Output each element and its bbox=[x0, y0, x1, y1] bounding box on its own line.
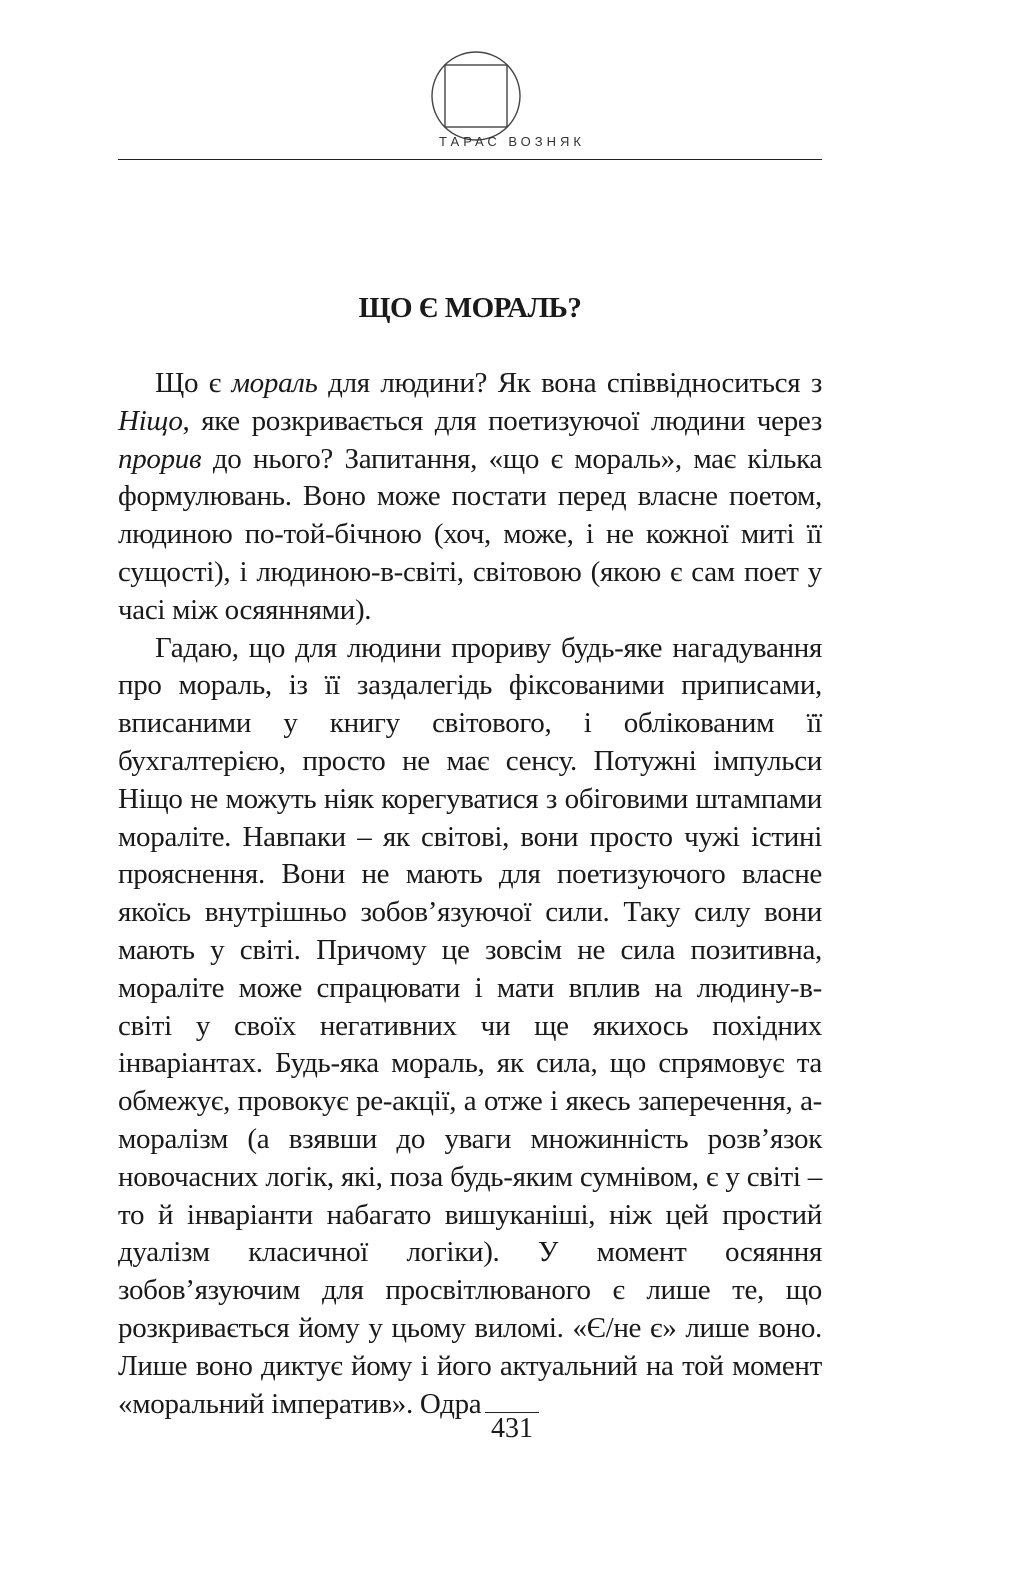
body-text bbox=[118, 365, 822, 1423]
text-run: , яке розкривається для поетизуючої людини через bbox=[182, 404, 822, 437]
chapter-title: ЩО Є МОРАЛЬ? bbox=[358, 292, 582, 324]
text-run: до нього? Запитання, «що є мораль», має кілька формулювань. Воно може постати перед власне поетом, людиною по-той-бічною (хоч, може, і не кожної миті її сущості), і людиною-в-світі, світовою (якою є сам поет у часі між осяяннями). bbox=[118, 442, 822, 626]
text-run: для людини? Як вона співвідноситься з bbox=[317, 367, 822, 399]
italic-term: прорив bbox=[118, 442, 202, 475]
italic-term: Ніщо bbox=[118, 404, 183, 437]
running-head: ТАРАС ВОЗНЯК bbox=[439, 134, 585, 149]
paragraph-1 bbox=[118, 365, 822, 630]
text-run: Гадаю, що для людини прориву будь-яке нагадування про мораль, із її заздалегідь фіксованими приписами, вписаними у книгу світового, і облікованим її бухгалтерією, просто не має сенсу. Потужні імпульси Ніщо не можуть ніяк корегуватися з обіговими штампами моралітe. Навпаки – як світові, вони просто чужі істині прояснення. Вони не мають для поетизуючого власне якоїсь внутрішньо зобов’язуючої сили. Таку силу вони мають у світі. Причому це зовсім не сила позитивна, моралітe може спрацювати і мати вплив на людину-в-світі у своїх негативних чи ще якихось похідних інваріантах. Будь-яка мораль, як сила, що спрямовує та обмежує, провокує ре-акції, а отже і якесь заперечення, а-моралізм (а взявши до уваги множинність розв’язок новочасних логік, які, поза будь-яким сумнівом, є у світі – то й інваріанти набагато вишуканіші, ніж цей простий дуалізм класичної логіки). У момент осяяння зобов’язуючим для просвітлюваного є лише те, що розкривається йому у цьому виломі. «Є/не є» лише воно. Лише воно диктує йому і його актуальний на той момент «моральний імператив». Одра bbox=[118, 631, 822, 1420]
circle-square-emblem-icon bbox=[430, 50, 522, 142]
header-rule bbox=[118, 159, 822, 160]
paragraph-2 bbox=[118, 630, 822, 1424]
italic-term: мораль bbox=[231, 367, 318, 399]
page-number bbox=[0, 1413, 1024, 1445]
page-number-value: 431 bbox=[485, 1412, 539, 1444]
text-run: Що є bbox=[155, 367, 232, 399]
